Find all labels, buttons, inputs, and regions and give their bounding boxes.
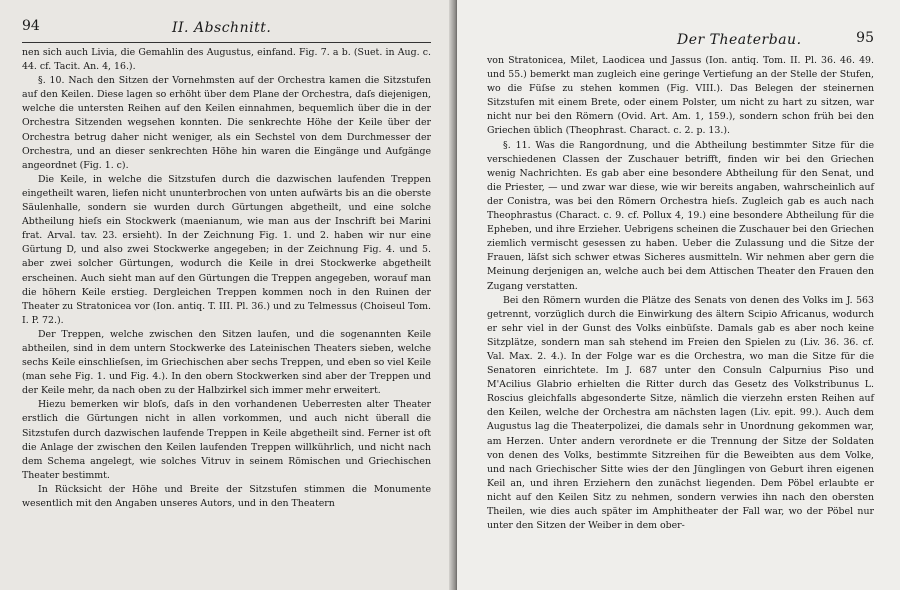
- paragraph: Hiezu bemerken wir bloſs, daſs in den vorhandenen Ueberresten alter Theater erstlich die Gürtungen nicht in allen vorkommen, und auch nicht überall die Sitzstufen durch dazwischen laufende Treppen in Keile abgetheilt sind. Ferner ist oft die Anlage der zwischen den Keilen laufenden Treppen willkührlich, und nicht nach dem Schema angelegt, wie solches Vitruv in seinem Römischen und Griechischen Theater bestimmt.: [22, 399, 431, 481]
- left-page-text: [22, 46, 431, 511]
- page-number: 95: [856, 30, 874, 46]
- paragraph: §. 10. Nach den Sitzen der Vornehmsten auf der Orchestra kamen die Sitzstufen auf den Keilen. Diese lagen so erhöht über dem Plane der Orchestra, daſs diejenigen, welche die untersten Reihen auf den Keilen einnahmen, bequemlich über die in der Orchestra Sitzenden wegsehen konnten. Die senkrechte Höhe der Keile über der Orchestra betrug daher nicht weniger, als ein Sechstel von dem Durchmesser der Orchestra, und an dieser senkrechten Höhe hin waren die Eingänge und Aufgänge angeordnet (Fig. 1. c).: [22, 75, 431, 171]
- right-page-header: [487, 30, 874, 52]
- paragraph: §. 11. Was die Rangordnung, und die Abtheilung bestimmter Sitze für die verschiedenen Classen der Zuschauer betrifft, finden wir bei den Griechen wenig Nachrichten. Es gab aber eine besondere Abtheilung für den Senat, und die Priester, — und zwar war diese, wie wir bereits angaben, wahrscheinlich auf der Conistra, was bei den Römern Orchestra hieſs. Zugleich gab es auch nach Theophrastus (Charact. c. 9. cf. Pollux 4, 19.) eine besondere Abtheilung für die Epheben, und ihre Erzieher. Uebrigens scheinen die Zuschauer bei den Griechen ziemlich vermischt gesessen zu haben. Ueber die Zulassung und die Sitze der Frauen, läſst sich schwer etwas Sicheres ausmitteln. Wir nehmen aber gern die Meinung derjenigen an, welche auch bei dem Attischen Theater den Frauen den Zugang verstatten.: [487, 139, 874, 292]
- running-title: II. Abschnitt.: [172, 20, 272, 36]
- paragraph: von Stratonicea, Milet, Laodicea und Jassus (Ion. antiq. Tom. II. Pl. 36. 46. 49. und 55.) bemerkt man zugleich eine geringe Vertiefung an der Stelle der Stufen, wo die Füſse zu stehen kommen (Fig. VIII.). Das Belegen der steinernen Sitzstufen mit einem Brete, oder einem Polster, um nicht zu hart zu sitzen, war nicht nur bei den Römern (Ovid. Art. Am. 1, 159.), sondern schon früh bei den Griechen üblich (Theophrast. Charact. c. 2. p. 13.).: [487, 55, 874, 137]
- left-page-header: [22, 18, 431, 40]
- paragraph: In Rücksicht der Höhe und Breite der Sitzstufen stimmen die Monumente wesentlich mit den Angaben unseres Autors, und in den Theatern: [22, 483, 431, 509]
- paragraph: Der Treppen, welche zwischen den Sitzen laufen, und die sogenannten Keile abtheilen, sind in dem untern Stockwerke des Lateinischen Theaters sieben, welche sechs Keile einschlieſsen, im Griechischen aber sechs Treppen, und eben so viel Keile (man sehe Fig. 1. und Fig. 4.). In den obern Stockwerken sind aber der Treppen und der Keile mehr, da nach oben zu der Halbzirkel sich immer mehr erweitert.: [22, 328, 431, 397]
- header-rule: [22, 42, 431, 43]
- page-number: 94: [22, 18, 40, 34]
- paragraph: nen sich auch Livia, die Gemahlin des Augustus, einfand. Fig. 7. a b. (Suet. in Aug. c. 44. cf. Tacit. An. 4, 16.).: [22, 47, 431, 73]
- paragraph: Die Keile, in welche die Sitzstufen durch die dazwischen laufenden Treppen eingetheilt waren, liefen nicht ununterbrochen von unten aufwärts bis an die oberste Säulenhalle, sondern sie wurden durch Gürtungen abgetheilt, und eine solche Abtheilung hieſs ein Stockwerk (maenianum, wie man aus der Inschrift bei Marini frat. Arval. tav. 23. ersieht). In der Zeichnung Fig. 1. und 2. haben wir nur eine Gürtung D, und also zwei Stockwerke angegeben; in der Zeichnung Fig. 4. und 5. aber zwei solcher Gürtungen, wodurch die Keile in drei Stockwerke abgetheilt erscheinen. Auch sieht man auf den Gürtungen die Treppen angegeben, worauf man die höhern Keile erstieg. Dergleichen Treppen kommen noch in den Ruinen der Theater zu Stratonicea vor (Ion. antiq. T. III. Pl. 36.) und zu Telmessus (Choiseul Tom. I. P. 72.).: [22, 173, 431, 326]
- right-page-text: [487, 54, 874, 533]
- running-title: Der Theaterbau.: [677, 32, 802, 48]
- paragraph: Bei den Römern wurden die Plätze des Senats von denen des Volks im J. 563 getrennt, vorzüglich durch die Einwirkung des ältern Scipio Africanus, wodurch er sehr viel in der Gunst des Volks einbüſste. Damals gab es aber noch keine Sitzplätze, sondern man sah stehend im Freien den Spielen zu (Liv. 36. 36. cf. Val. Max. 2. 4.). In der Folge war es die Orchestra, wo man die Sitze für die Senatoren einrichtete. Im J. 687 unter den Consuln Calpurnius Piso und M'Acilius Glabrio erhielten die Ritter durch das Gesetz des Volkstribunus L. Roscius gleichfalls abgesonderte Sitze, nämlich die vierzehn ersten Reihen auf den Keilen, welche der Orchestra am nächsten lagen (Liv. epit. 99.). Auch dem Augustus lag die Theaterpolizei, die damals sehr in Unordnung gekommen war, am Herzen. Unter andern verordnete er die Trennung der Sitze der Soldaten von denen des Volks, bestimmte Sitzreihen für die Beweibten aus dem Volke, und nach Griechischer Sitte wies der den Jünglingen von Geburt ihren eigenen Keil an, und ihren Erziehern den zunächst liegenden. Dem Pöbel erlaubte er nicht auf den Keilen Sitz zu nehmen, sondern verwies ihn nach den obersten Theilen, wie dies auch später im Amphitheater der Fall war, wo der Pöbel nur unter den Sitzen der Weiber in dem ober-: [487, 294, 874, 532]
- right-page: [457, 0, 900, 590]
